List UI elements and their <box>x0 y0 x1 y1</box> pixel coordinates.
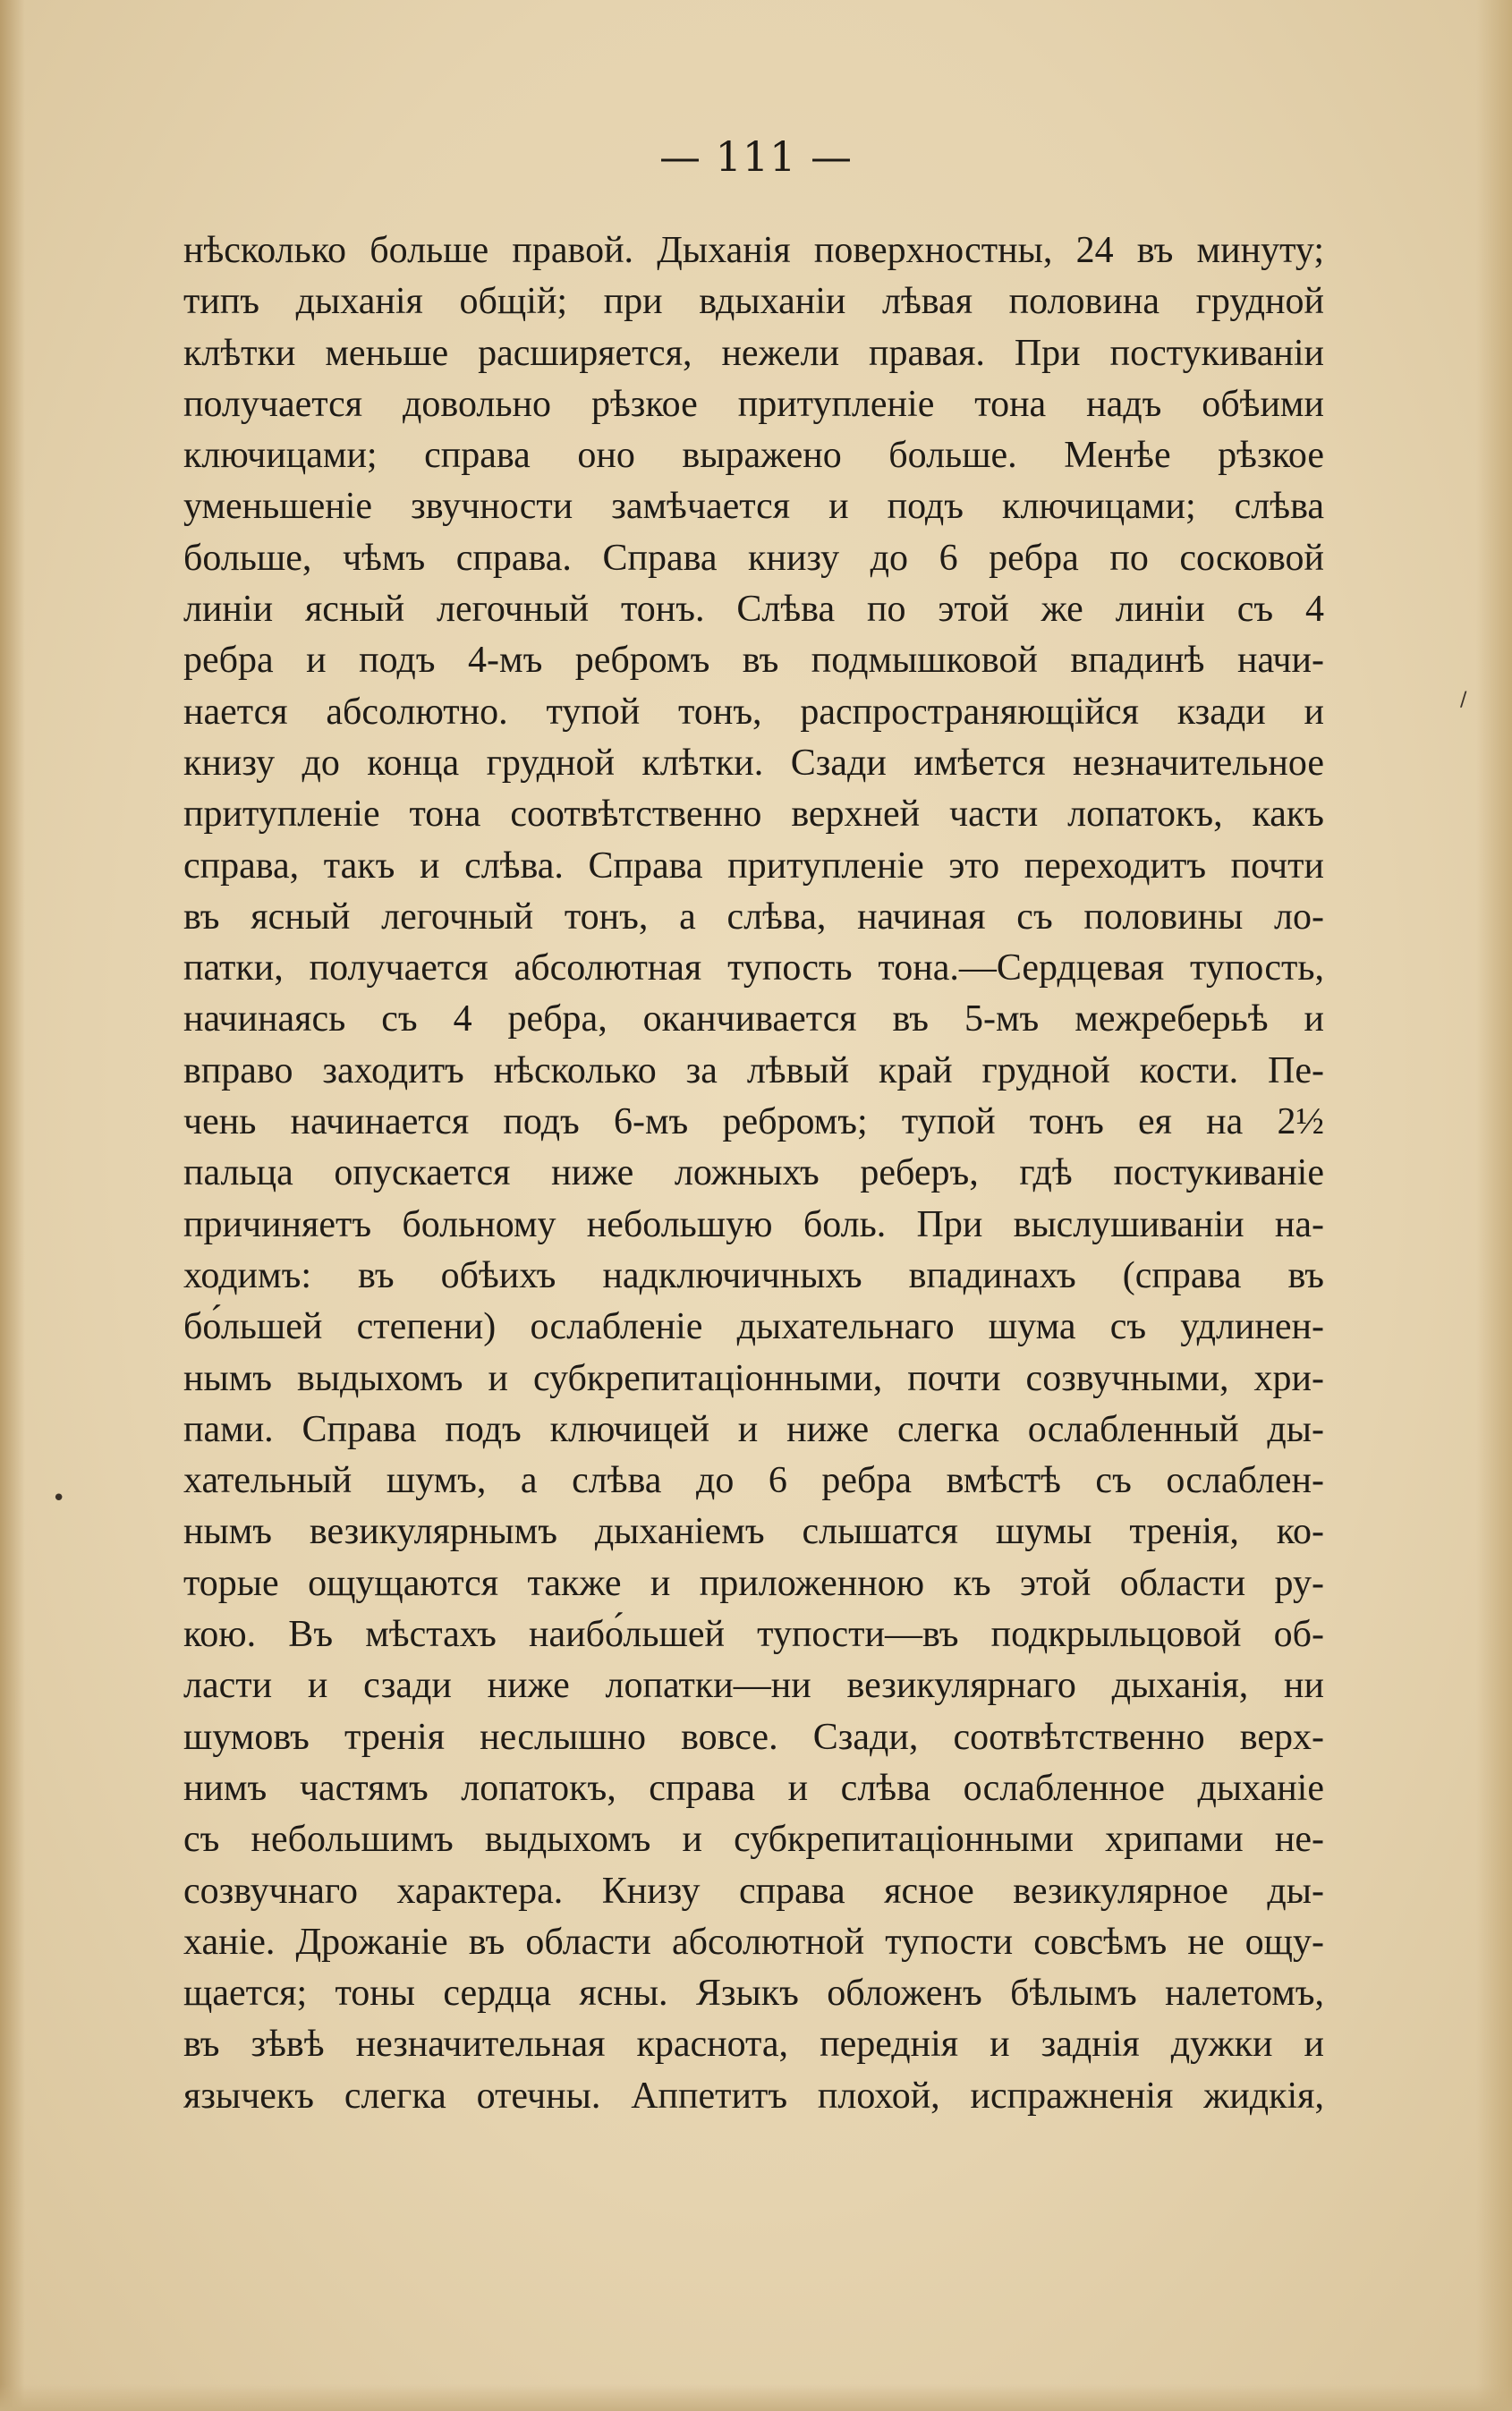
text-line: причиняетъ больному небольшую боль. При выслушиваніи на- <box>183 1203 1324 1245</box>
text-line: патки, получается абсолютная тупость тона.—Сердцевая тупость, <box>183 947 1324 989</box>
text-line: шумовъ тренія неслышно вовсе. Сзади, соотвѣтственно верх- <box>183 1716 1324 1758</box>
body-text <box>183 225 1324 2122</box>
text-line: начинаясь съ 4 ребра, оканчивается въ 5-мъ межреберьѣ и <box>183 998 1324 1040</box>
text-line: ребра и подъ 4-мъ ребромъ въ подмышковой впадинѣ начи- <box>183 640 1324 682</box>
margin-speck: • <box>52 1485 66 1512</box>
page-number: — 111 — <box>658 132 854 181</box>
text-line: типъ дыханія общій; при вдыханіи лѣвая половина грудной <box>183 281 1324 323</box>
text-line: получается довольно рѣзкое притупленіе тона надъ обѣими <box>183 383 1324 425</box>
page-edge-shadow-left <box>0 0 25 2411</box>
text-line: пальца опускается ниже ложныхъ реберъ, гдѣ постукиваніе <box>183 1152 1324 1194</box>
text-line: нимъ частямъ лопатокъ, справа и слѣва ослабленное дыханіе <box>183 1767 1324 1809</box>
text-line: ключицами; справа оно выражено больше. Менѣе рѣзкое <box>183 435 1324 477</box>
text-line: клѣтки меньше расширяется, нежели правая. При постукиваніи <box>183 332 1324 374</box>
text-line: нымъ везикулярнымъ дыханіемъ слышатся шумы тренія, ко- <box>183 1511 1324 1553</box>
text-line: въ ясный легочный тонъ, а слѣва, начиная съ половины ло- <box>183 896 1324 938</box>
text-line: справа, такъ и слѣва. Справа притупленіе это переходитъ почти <box>183 845 1324 887</box>
page-edge-shadow-right <box>1476 0 1512 2411</box>
page-edge-shadow-bottom <box>0 2384 1512 2411</box>
text-line: созвучнаго характера. Книзу справа ясное везикулярное ды- <box>183 1870 1324 1912</box>
text-line: въ зѣвѣ незначительная краснота, переднія и заднія дужки и <box>183 2024 1324 2066</box>
text-line: щается; тоны сердца ясны. Языкъ обложенъ бѣлымъ налетомъ, <box>183 1973 1324 2015</box>
text-line: кою. Въ мѣстахъ наибо́льшей тупости—въ подкрыльцовой об- <box>183 1614 1324 1656</box>
text-line: книзу до конца грудной клѣтки. Сзади имѣется незначительное <box>183 742 1324 784</box>
text-line: нается абсолютно. тупой тонъ, распространяющійся кзади и <box>183 691 1324 733</box>
text-line: притупленіе тона соотвѣтственно верхней части лопатокъ, какъ <box>183 794 1324 836</box>
text-line: хательный шумъ, а слѣва до 6 ребра вмѣстѣ съ ослаблен- <box>183 1460 1324 1502</box>
text-line: ханіе. Дрожаніе въ области абсолютной тупости совсѣмъ не ощу- <box>183 1921 1324 1963</box>
text-line: чень начинается подъ 6-мъ ребромъ; тупой тонъ ея на 2½ <box>183 1101 1324 1143</box>
text-line: пами. Справа подъ ключицей и ниже слегка ослабленный ды- <box>183 1408 1324 1450</box>
text-line: ходимъ: въ обѣихъ надключичныхъ впадинахъ (справа въ <box>183 1254 1324 1296</box>
text-line: язычекъ слегка отечны. Аппетитъ плохой, испражненія жидкія, <box>183 2075 1324 2117</box>
margin-speck: / <box>1460 689 1467 711</box>
text-line: съ небольшимъ выдыхомъ и субкрепитаціонными хрипами не- <box>183 1819 1324 1861</box>
text-line: линіи ясный легочный тонъ. Слѣва по этой же линіи съ 4 <box>183 589 1324 631</box>
text-line: торые ощущаются также и приложенною къ этой области ру- <box>183 1562 1324 1604</box>
text-line: больше, чѣмъ справа. Справа книзу до 6 ребра по сосковой <box>183 537 1324 579</box>
text-line: нѣсколько больше правой. Дыханія поверхностны, 24 въ минуту; <box>183 230 1324 271</box>
text-line: вправо заходитъ нѣсколько за лѣвый край грудной кости. Пе- <box>183 1049 1324 1091</box>
text-line: бо́льшей степени) ослабленіе дыхательнаго шума съ удлинен- <box>183 1306 1324 1348</box>
text-line: нымъ выдыхомъ и субкрепитаціонными, почти созвучными, хри- <box>183 1357 1324 1399</box>
text-line: ласти и сзади ниже лопатки—ни везикулярнаго дыханія, ни <box>183 1665 1324 1707</box>
text-line: уменьшеніе звучности замѣчается и подъ ключицами; слѣва <box>183 486 1324 528</box>
